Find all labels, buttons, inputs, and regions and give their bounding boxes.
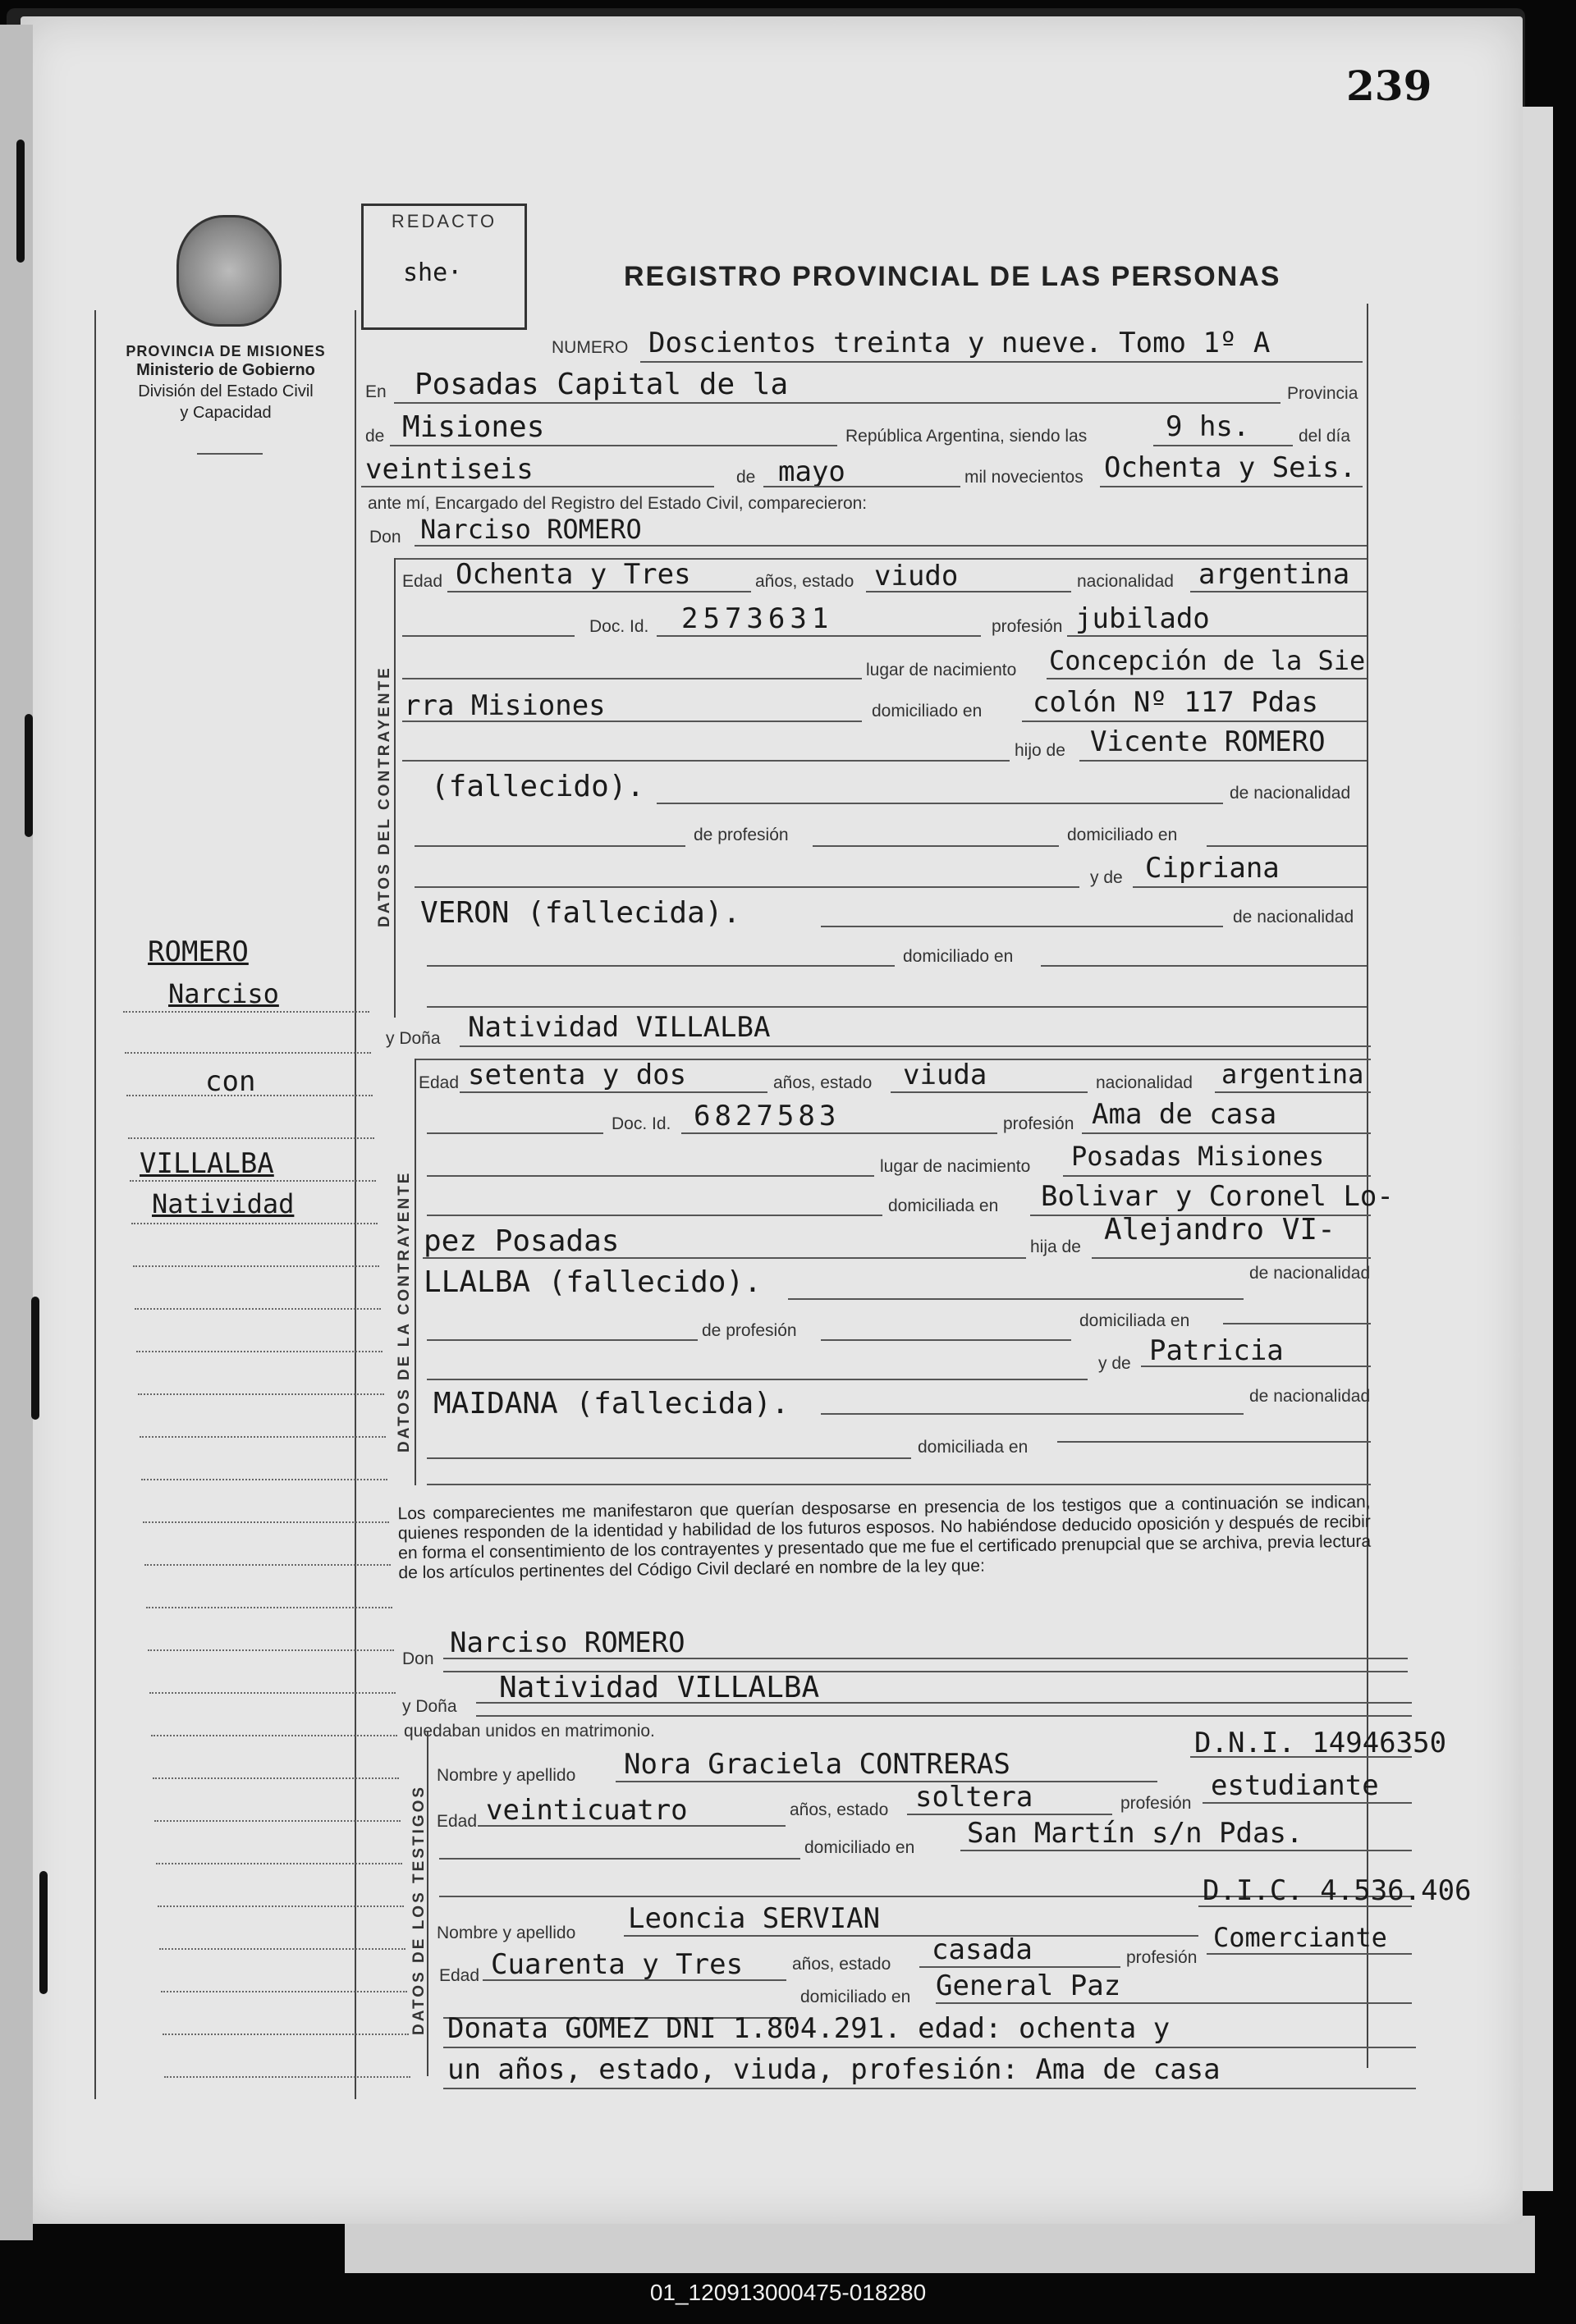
province-name: PROVINCIA DE MISIONES (126, 343, 326, 359)
nacionalidad-line (1190, 591, 1367, 592)
contrayenta-madre-2: MAIDANA (fallecida). (433, 1387, 790, 1420)
hora-value: 9 hs. (1166, 410, 1250, 443)
doc-pre-line-2 (427, 1132, 603, 1134)
t2-doc-line (1198, 1905, 1412, 1907)
numero-label: NUMERO (552, 338, 629, 357)
decl-don-value: Narciso ROMERO (450, 1626, 685, 1659)
de-nacionalidad-label-3: de nacionalidad (1249, 1264, 1371, 1283)
y-de-pre-line (415, 886, 1079, 888)
margin-rule (158, 1905, 404, 1907)
de-profesion-line (813, 845, 1059, 847)
section-bracket (394, 558, 396, 1018)
t2-nombre-label: Nombre y apellido (437, 1924, 576, 1942)
domiciliado-en-line-2 (1041, 965, 1367, 967)
contrayenta-profesion: Ama de casa (1092, 1098, 1277, 1131)
nacionalidad-line-2 (1215, 1091, 1371, 1093)
edad-line (447, 591, 751, 592)
provincia-label: Provincia (1287, 384, 1358, 403)
margin-rule (138, 1393, 384, 1395)
madre2-line-2 (821, 1413, 1244, 1415)
column-divider (355, 310, 356, 2099)
contrayenta-domicilio-1: Bolivar y Coronel Lo- (1041, 1180, 1394, 1213)
de-nacionalidad-label: de nacionalidad (1230, 784, 1351, 803)
numero-value: Doscientos treinta y nueve. Tomo 1º A (648, 327, 1271, 359)
margin-rule (156, 1863, 402, 1864)
t1-domicilio: San Martín s/n Pdas. (967, 1817, 1303, 1850)
doc-label-2: Doc. Id. (612, 1114, 671, 1133)
margin-rule (148, 1649, 394, 1651)
extra-line1 (443, 2047, 1416, 2048)
t2-anios-estado-label: años, estado (792, 1955, 891, 1974)
domiciliada-en-line (1223, 1323, 1371, 1324)
padre2-line (657, 803, 1223, 804)
contrayente-name-line (415, 545, 1367, 547)
binding-hole (25, 714, 33, 837)
margin-rule (133, 1265, 379, 1267)
margin-rule (161, 1991, 407, 1992)
madre-line-2 (1141, 1366, 1371, 1367)
contrayenta-domicilio-2: pez Posadas (424, 1224, 620, 1258)
redacto-label: REDACTO (391, 211, 497, 231)
de-profesion-line-2 (821, 1339, 1071, 1341)
contrayenta-name-line (460, 1045, 1371, 1047)
doc-line (657, 635, 981, 637)
t1-nombre: Nora Graciela CONTRERAS (624, 1748, 1010, 1781)
t2-domiciliado-label: domiciliado en (800, 1988, 911, 2006)
ante-text: ante mí, Encargado del Registro del Estado Civil, comparecieron: (368, 494, 868, 513)
decl-dona-value: Natividad VILLALBA (499, 1671, 820, 1704)
blank-line (427, 1006, 1367, 1008)
t1-edad-line (478, 1825, 786, 1827)
mil-label: mil novecientos (964, 468, 1084, 487)
dia-value: veintiseis (365, 453, 534, 486)
numero-line (640, 361, 1363, 363)
contrayente-nacionalidad: argentina (1198, 558, 1350, 591)
domiciliada-pre-line (427, 1215, 882, 1216)
margin-rule (144, 1564, 391, 1566)
city-line (394, 402, 1280, 404)
domiciliada-en-label-2: domiciliada en (918, 1438, 1029, 1457)
t2-profesion-label: profesión (1126, 1948, 1198, 1967)
contrayente-padre: Vicente ROMERO (1090, 725, 1326, 758)
y-de-pre-line-2 (427, 1379, 1088, 1380)
contrayenta-edad: setenta y dos (468, 1059, 687, 1091)
don-label: Don (369, 528, 401, 547)
t1-edad: veinticuatro (486, 1794, 688, 1827)
contrayenta-padre: Alejandro VI- (1104, 1213, 1335, 1247)
contrayente-estado: viudo (874, 560, 959, 592)
domicilio-line (1022, 721, 1367, 722)
hija-label: hija de (1030, 1237, 1081, 1256)
page-spine (0, 25, 33, 2240)
margin-note-line4: VILLALBA (140, 1147, 274, 1180)
lugar-pre-line (402, 678, 862, 679)
extra-witness-line2: un años, estado, viuda, profesión: Ama de casa (447, 2053, 1221, 2086)
anio-value: Ochenta y Seis. (1104, 451, 1357, 484)
domiciliada-en-line-2 (1057, 1441, 1371, 1443)
de-nacionalidad-label-4: de nacionalidad (1249, 1387, 1371, 1406)
margin-rule (146, 1607, 392, 1608)
estado-line-2 (891, 1091, 1088, 1093)
lugar-line (1047, 678, 1367, 679)
contrayenta-padre-2: LLALBA (fallecido). (424, 1265, 762, 1299)
margin-rule (125, 1052, 371, 1054)
redacto-value: she· (403, 258, 463, 287)
margin-rule (153, 1777, 399, 1779)
t1-domicilio-pre-line (439, 1858, 800, 1860)
t2-profesion-line (1207, 1953, 1412, 1955)
document-title: REGISTRO PROVINCIAL DE LAS PERSONAS (624, 261, 1281, 292)
province-value: Misiones (402, 410, 545, 444)
madre-line (1133, 886, 1367, 888)
madre2-line (821, 926, 1223, 927)
domicilio2-line (423, 1257, 1026, 1259)
contrayente-padre-2: (fallecido). (431, 770, 645, 803)
lugar-label-2: lugar de nacimiento (880, 1157, 1031, 1176)
contrayente-edad: Ochenta y Tres (456, 558, 691, 591)
contrayente-lugar-1: Concepción de la Sie (1049, 645, 1366, 676)
margin-note-line5: Natividad (152, 1188, 295, 1219)
margin-rule (154, 1820, 401, 1822)
binding-hole (39, 1871, 48, 1994)
t2-nombre-line (624, 1935, 1198, 1937)
contrayenta-doc: 6827583 (694, 1100, 841, 1132)
domiciliado-en-label-2: domiciliado en (903, 947, 1014, 966)
decl-dona-line-2 (476, 1715, 1412, 1717)
extra-line2 (443, 2088, 1416, 2089)
division-name: División del Estado Civil (138, 382, 314, 400)
profesion-line-2 (1082, 1132, 1371, 1134)
de-profesion-label-2: de profesión (702, 1321, 797, 1340)
t2-edad-label: Edad (439, 1966, 480, 1985)
margin-rule (143, 1521, 389, 1523)
decl-don-label: Don (402, 1649, 434, 1668)
t1-profesion-label: profesión (1120, 1794, 1192, 1813)
ministry-name: Ministerio de Gobierno (136, 361, 315, 379)
contrayente-domicilio: colón Nº 117 Pdas (1033, 686, 1318, 719)
city-value: Posadas Capital de la (415, 368, 789, 401)
lugar-line-2 (1063, 1175, 1371, 1177)
t1-edad-label: Edad (437, 1812, 478, 1831)
lugar-pre-line-2 (427, 1175, 874, 1177)
t2-domicilio-line (936, 2002, 1412, 2004)
anio-line (1100, 486, 1363, 487)
t2-estado: casada (932, 1933, 1033, 1966)
margin-rule (135, 1308, 381, 1310)
profesion-label: profesión (992, 617, 1063, 636)
doc-label: Doc. Id. (589, 617, 649, 636)
t2-doc: D.I.C. 4.536.406 (1203, 1874, 1472, 1907)
nacionalidad-label-2: nacionalidad (1096, 1073, 1193, 1092)
t1-estado-line (907, 1814, 1112, 1815)
domiciliada-label: domiciliada en (888, 1196, 999, 1215)
nacionalidad-label: nacionalidad (1077, 572, 1174, 591)
domiciliada-en-label: domiciliada en (1079, 1311, 1190, 1330)
divider (197, 453, 263, 455)
dona-label: y Doña (386, 1029, 441, 1048)
del-dia-label: del día (1299, 427, 1351, 446)
t1-domiciliado-label: domiciliado en (804, 1838, 915, 1857)
margin-note-line1: ROMERO (148, 936, 249, 968)
contrayente-doc: 2573631 (681, 602, 834, 635)
de-profesion-pre-line (415, 845, 685, 847)
de-profesion-label: de profesión (694, 826, 789, 844)
mes-line (763, 486, 960, 487)
domiciliado-label: domiciliado en (872, 702, 983, 721)
margin-rule (140, 1436, 386, 1438)
de-mes-label: de (736, 468, 756, 487)
anios-estado-label: años, estado (755, 572, 854, 591)
t1-estado: soltera (915, 1781, 1033, 1814)
margin-note-line3: con (205, 1065, 256, 1098)
decl-dona-label: y Doña (402, 1697, 457, 1716)
section2-bracket (415, 1059, 416, 1485)
hora-line (1153, 445, 1293, 446)
underlying-page-bottom (345, 2216, 1535, 2273)
contrayente-name: Narciso ROMERO (420, 514, 642, 545)
t2-profesion: Comerciante (1213, 1922, 1387, 1953)
contrayente-madre: Cipriana (1145, 852, 1280, 885)
extra-witness-line1: Donata GOMEZ DNI 1.804.291. edad: ochenta y (447, 2012, 1171, 2045)
de-nacionalidad-label-2: de nacionalidad (1233, 908, 1354, 926)
margin-rule (128, 1137, 374, 1139)
de-profesion-pre-line-2 (427, 1339, 698, 1341)
edad-line-2 (460, 1091, 767, 1093)
t2-estado-line (919, 1966, 1120, 1968)
hijo-pre-line (402, 760, 1010, 762)
declaration-text: Los comparecientes me manifestaron que querían desposarse en presencia de los testigos que a continuación se indican, quienes responden de la identidad y habilidad de los futuros esposos. No habiéndose deducido oposición y después de recibir en forma el consentimiento de los contrayentes y presentado que me fue el certificado prenupcial que se archiva, previa lectura de los artículos pertinentes del Código Civil declaré en nombre de la ley que: (397, 1492, 1372, 1583)
t2-edad-line (483, 1979, 786, 1981)
anios-estado-label-2: años, estado (773, 1073, 873, 1092)
contrayenta-lugar: Posadas Misiones (1071, 1141, 1325, 1172)
margin-rule (123, 1011, 369, 1013)
page-number: 239 (1346, 62, 1432, 110)
t2-nombre: Leoncia SERVIAN (628, 1902, 881, 1935)
t1-domicilio-line (960, 1850, 1412, 1851)
margin-rule (149, 1692, 396, 1694)
contrayente-profesion: jubilado (1075, 602, 1210, 635)
margin-rule (164, 2076, 410, 2078)
t1-nombre-line (616, 1781, 1157, 1782)
margin-rule (141, 1479, 387, 1480)
margin-rule (136, 1351, 383, 1352)
lugar2-line (402, 721, 862, 722)
blank-line-2 (427, 1484, 1371, 1485)
y-de-label-2: y de (1098, 1354, 1131, 1373)
doc-pre-line (402, 635, 575, 637)
t1-anios-estado-label: años, estado (790, 1800, 889, 1819)
margin-note-line2: Narciso (168, 978, 279, 1009)
domiciliado-en-pre-line-2 (427, 965, 895, 967)
dia-line (361, 486, 714, 487)
division-capacity: y Capacidad (180, 404, 272, 422)
provincial-seal-icon (176, 215, 282, 327)
y-de-label: y de (1090, 868, 1123, 887)
decl-don-line (443, 1658, 1408, 1659)
doc-line-2 (681, 1132, 997, 1134)
padre-line-2 (1092, 1257, 1371, 1259)
contrayente-lugar-2: rra Misiones (404, 689, 606, 722)
domiciliado-en-label: domiciliado en (1067, 826, 1178, 844)
domiciliado-en-line (1207, 845, 1367, 847)
footer-image-id: 01_120913000475-018280 (649, 2280, 927, 2305)
en-label: En (365, 382, 387, 401)
t1-nombre-label: Nombre y apellido (437, 1766, 576, 1785)
decl-dona-line (476, 1702, 1412, 1704)
redacto-box (361, 204, 527, 330)
margin-rule (131, 1223, 378, 1224)
t2-domicilio: General Paz (936, 1969, 1121, 2002)
contrayenta-madre: Patricia (1149, 1334, 1284, 1367)
edad-label-2: Edad (419, 1073, 460, 1092)
left-margin-line (94, 310, 96, 2099)
domiciliada-en-pre-line-2 (427, 1457, 911, 1459)
binding-hole (16, 140, 25, 263)
estado-line (866, 591, 1071, 592)
t1-doc: D.N.I. 14946350 (1194, 1727, 1447, 1759)
binding-hole (31, 1297, 39, 1420)
t2-edad: Cuarenta y Tres (491, 1948, 744, 1981)
unidos-text: quedaban unidos en matrimonio. (404, 1722, 655, 1741)
padre2-line-2 (788, 1298, 1244, 1300)
profesion-line (1067, 635, 1367, 637)
testigos-section-label: DATOS DE LOS TESTIGOS (410, 1784, 428, 2035)
edad-label: Edad (402, 572, 443, 591)
contrayenta-section-label: DATOS DE LA CONTRAYENTE (396, 1170, 413, 1452)
margin-rule (163, 2034, 409, 2035)
province-line (390, 445, 837, 446)
margin-rule (159, 1948, 405, 1950)
mes-value: mayo (778, 455, 845, 488)
padre-line (1079, 760, 1367, 762)
contrayenta-nacionalidad: argentina (1221, 1059, 1364, 1090)
lugar-label: lugar de nacimiento (866, 661, 1017, 679)
margin-rule (126, 1095, 373, 1096)
t1-doc-line (1190, 1756, 1412, 1758)
t1-profesion-line (1203, 1802, 1412, 1804)
contrayenta-estado: viuda (903, 1059, 987, 1091)
contrayenta-name: Natividad VILLALBA (468, 1011, 771, 1044)
contrayente-madre-2: VERON (fallecida). (420, 896, 741, 930)
t1-profesion: estudiante (1211, 1769, 1379, 1802)
hijo-label: hijo de (1015, 741, 1065, 760)
profesion-label-2: profesión (1003, 1114, 1074, 1133)
republica-label: República Argentina, siendo las (845, 427, 1088, 446)
margin-rule (130, 1180, 376, 1182)
contrayente-section-label: DATOS DEL CONTRAYENTE (376, 666, 393, 927)
de-label: de (365, 427, 385, 446)
margin-rule (151, 1735, 397, 1736)
